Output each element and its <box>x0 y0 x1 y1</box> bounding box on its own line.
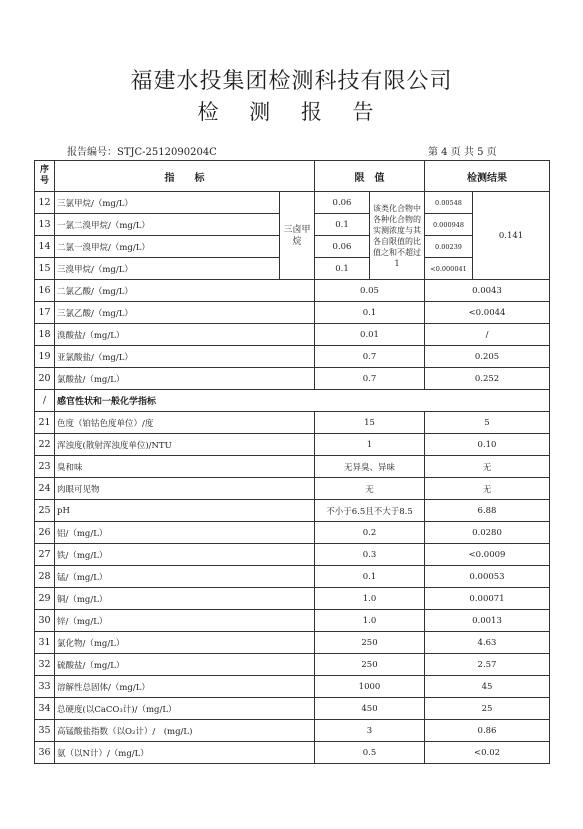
header-seq: 序 号 <box>35 161 55 192</box>
table-row <box>35 698 550 720</box>
table-row <box>35 632 550 654</box>
row-limit: 450 <box>315 698 425 720</box>
row-number: 20 <box>35 368 55 390</box>
category-row <box>35 390 550 412</box>
row-limit: 0.7 <box>315 368 425 390</box>
row-number: 15 <box>35 258 55 280</box>
table-row <box>35 346 550 368</box>
row-limit: 无异臭、异味 <box>315 456 425 478</box>
table-row <box>35 500 550 522</box>
row-item: 高锰酸盐指数（以O₂计）/ (mg/L) <box>55 720 315 742</box>
row-result: 0.86 <box>425 720 550 742</box>
row-result: 0.00053 <box>425 566 550 588</box>
row-limit: 0.1 <box>315 566 425 588</box>
row-result: 0.00548 <box>425 192 473 214</box>
row-result: 6.88 <box>425 500 550 522</box>
row-limit: 0.06 <box>315 192 370 214</box>
row-item: 总硬度(以CaCO₃计)/（mg/L） <box>55 698 315 720</box>
row-number: 18 <box>35 324 55 346</box>
row-number: 12 <box>35 192 55 214</box>
row-item: 溴酸盐/（mg/L） <box>55 324 315 346</box>
report-number: 报告编号：STJC-2512090204C <box>67 147 217 158</box>
row-limit: 0.1 <box>315 302 425 324</box>
row-item: 肉眼可见物 <box>55 478 315 500</box>
row-result: 0.0043 <box>425 280 550 302</box>
row-limit: 0.1 <box>315 214 370 236</box>
row-number: 17 <box>35 302 55 324</box>
table-row <box>35 302 550 324</box>
company-title: 福建水投集团检测科技有限公司 <box>130 69 453 94</box>
row-number: 27 <box>35 544 55 566</box>
header-item: 指 标 <box>55 161 315 192</box>
row-item: 氨（以N计）/（mg/L） <box>55 742 315 764</box>
row-result: 无 <box>425 456 550 478</box>
table-row <box>35 368 550 390</box>
row-item: 三氯乙酸/（mg/L） <box>55 302 315 324</box>
row-number: 36 <box>35 742 55 764</box>
table-row <box>35 676 550 698</box>
row-limit: 1000 <box>315 676 425 698</box>
row-result: 25 <box>425 698 550 720</box>
row-item: 二氯一溴甲烷/（mg/L） <box>55 236 280 258</box>
group-total: 0.141 <box>473 192 550 280</box>
row-limit: 15 <box>315 412 425 434</box>
table-row <box>35 522 550 544</box>
group-label: 三卤甲烷 <box>280 192 315 280</box>
row-limit: 250 <box>315 654 425 676</box>
table-row <box>35 280 550 302</box>
row-number: 25 <box>35 500 55 522</box>
row-result: <0.0044 <box>425 302 550 324</box>
row-item: 铁/（mg/L） <box>55 544 315 566</box>
row-item: 浑浊度(散射浑浊度单位)/NTU <box>55 434 315 456</box>
row-item: 二氯乙酸/（mg/L） <box>55 280 315 302</box>
category-label: 感官性状和一般化学指标 <box>55 390 550 412</box>
header-limit: 限 值 <box>315 161 425 192</box>
row-result: 45 <box>425 676 550 698</box>
table-row <box>35 434 550 456</box>
row-result: 无 <box>425 478 550 500</box>
row-number: 35 <box>35 720 55 742</box>
row-number: 23 <box>35 456 55 478</box>
row-limit: 0.05 <box>315 280 425 302</box>
row-result: 0.205 <box>425 346 550 368</box>
row-item: 亚氯酸盐/（mg/L） <box>55 346 315 368</box>
table-row <box>35 192 550 214</box>
row-number: 31 <box>35 632 55 654</box>
page-indicator: 第 4 页 共 5 页 <box>428 147 497 158</box>
row-limit: 0.7 <box>315 346 425 368</box>
row-limit: 0.01 <box>315 324 425 346</box>
row-item: 三氯甲烷/（mg/L） <box>55 192 280 214</box>
row-number: 24 <box>35 478 55 500</box>
row-result: 4.63 <box>425 632 550 654</box>
row-limit: 无 <box>315 478 425 500</box>
row-result: <0.02 <box>425 742 550 764</box>
row-number: 19 <box>35 346 55 368</box>
row-number: 29 <box>35 588 55 610</box>
row-item: 溶解性总固体/（mg/L） <box>55 676 315 698</box>
table-row <box>35 478 550 500</box>
table-row <box>35 654 550 676</box>
row-limit: 0.2 <box>315 522 425 544</box>
row-result: <0.000041 <box>425 258 473 280</box>
row-number: 14 <box>35 236 55 258</box>
row-number: 16 <box>35 280 55 302</box>
row-limit: 0.1 <box>315 258 370 280</box>
row-result: / <box>425 324 550 346</box>
row-item: 氯化物/（mg/L） <box>55 632 315 654</box>
row-result: <0.0009 <box>425 544 550 566</box>
row-number: 33 <box>35 676 55 698</box>
row-number: 21 <box>35 412 55 434</box>
row-number: / <box>35 390 55 412</box>
table-row <box>35 742 550 764</box>
row-number: 34 <box>35 698 55 720</box>
table-row <box>35 456 550 478</box>
row-item: 一氯二溴甲烷/（mg/L） <box>55 214 280 236</box>
row-number: 28 <box>35 566 55 588</box>
row-limit: 1 <box>315 434 425 456</box>
row-limit: 250 <box>315 632 425 654</box>
row-number: 32 <box>35 654 55 676</box>
row-result: 2.57 <box>425 654 550 676</box>
row-number: 22 <box>35 434 55 456</box>
row-item: 硫酸盐/（mg/L） <box>55 654 315 676</box>
report-title: 检 测 报 告 <box>197 100 386 124</box>
row-result: 0.0280 <box>425 522 550 544</box>
row-item: 锌/（mg/L） <box>55 610 315 632</box>
row-item: 氯酸盐/（mg/L） <box>55 368 315 390</box>
row-item: 锰/（mg/L） <box>55 566 315 588</box>
row-limit: 0.5 <box>315 742 425 764</box>
row-limit: 0.06 <box>315 236 370 258</box>
row-limit: 3 <box>315 720 425 742</box>
results-table <box>34 160 550 764</box>
group-note: 该类化合物中各种化合物的实测浓度与其各自限值的比值之和不超过1 <box>370 192 425 280</box>
row-item: 铜/（mg/L） <box>55 588 315 610</box>
row-result: 5 <box>425 412 550 434</box>
row-number: 30 <box>35 610 55 632</box>
table-row <box>35 610 550 632</box>
row-limit: 0.3 <box>315 544 425 566</box>
table-row <box>35 566 550 588</box>
table-row <box>35 720 550 742</box>
row-result: 0.0013 <box>425 610 550 632</box>
row-item: 铝/（mg/L） <box>55 522 315 544</box>
table-row <box>35 588 550 610</box>
row-item: pH <box>55 500 315 522</box>
header-row <box>35 161 550 192</box>
header-result: 检测结果 <box>425 161 550 192</box>
row-limit: 不小于6.5且不大于8.5 <box>315 500 425 522</box>
row-limit: 1.0 <box>315 610 425 632</box>
row-result: 0.000948 <box>425 214 473 236</box>
row-item: 色度（铂钴色度单位）/度 <box>55 412 315 434</box>
table-row <box>35 324 550 346</box>
row-limit: 1.0 <box>315 588 425 610</box>
row-result: 0.00239 <box>425 236 473 258</box>
table-row <box>35 412 550 434</box>
table-row <box>35 544 550 566</box>
row-result: 0.252 <box>425 368 550 390</box>
row-result: 0.10 <box>425 434 550 456</box>
row-item: 臭和味 <box>55 456 315 478</box>
row-result: 0.00071 <box>425 588 550 610</box>
row-number: 13 <box>35 214 55 236</box>
row-item: 三溴甲烷/（mg/L） <box>55 258 280 280</box>
row-number: 26 <box>35 522 55 544</box>
